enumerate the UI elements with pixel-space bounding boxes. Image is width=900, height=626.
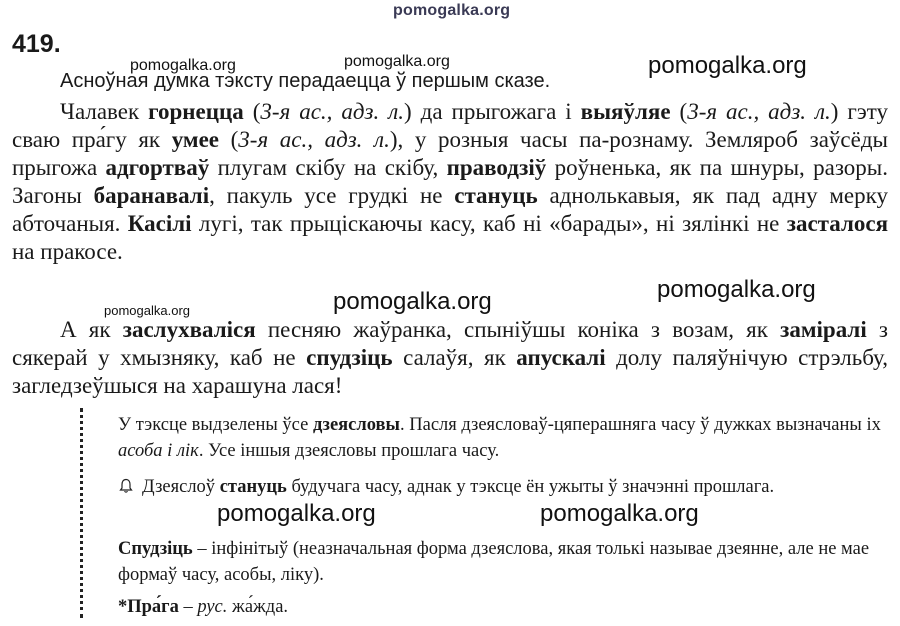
bold-word: заслухваліся [122, 317, 256, 342]
italic-note: рус. [197, 597, 228, 617]
text-run: плугам скібу на скібу, [209, 155, 447, 180]
text-run: будучага часу, аднак у тэксце ён ужыты ў значэнні прошлага. [286, 477, 775, 497]
note-4-text [118, 597, 288, 617]
italic-note: 3-я ас., адз. л. [238, 127, 390, 152]
text-run: – [178, 597, 198, 617]
bold-word: адгортваў [105, 155, 210, 180]
note-3-text [118, 539, 869, 585]
bold-word: умее [171, 127, 219, 152]
text-run: ) гэту сваю пра́гу як [12, 99, 888, 152]
text-run: . Пасля дзеясловаў-цяперашняга часу ў дужках вызначаны іх [400, 415, 881, 435]
text-run: У тэксце выдзелены ўсе [118, 415, 313, 435]
bold-word: *Пра́га [118, 597, 179, 617]
note-divider [80, 408, 83, 618]
bold-word: баранавалі [93, 183, 210, 208]
bold-word: Спудзіць [118, 539, 193, 559]
text-run: долу паляўнічую стрэльбу, загледзеўшыся на харашуна лася! [12, 345, 888, 398]
italic-note: 3-я ас., адз. л. [260, 99, 405, 124]
text-run: Дзеяслоў [142, 477, 220, 497]
watermark: pomogalka.org [333, 288, 492, 315]
text-run: , пакуль усе грудкі не [209, 183, 455, 208]
text-run: роўненька, як па шнуры, разоры. Загоны [12, 155, 888, 208]
paragraph-2-text [12, 317, 888, 398]
text-run: ( [219, 127, 239, 152]
text-run: . Усе іншыя дзеясловы прошлага часу. [198, 441, 500, 461]
text-run: аднолькавыя, як пад адну мерку абточаныя. [12, 183, 888, 236]
italic-note: асоба і лік [118, 441, 199, 461]
note-3 [118, 536, 888, 588]
watermark: pomogalka.org [130, 57, 236, 74]
text-run: жа́жда. [227, 597, 289, 617]
note-1 [118, 412, 888, 464]
text-run: ( [670, 99, 688, 124]
bold-word: горнецца [148, 99, 244, 124]
bold-word: Касілі [127, 211, 192, 236]
watermark: pomogalka.org [104, 303, 190, 318]
watermark: pomogalka.org [344, 53, 450, 70]
bold-word: стануць [454, 183, 538, 208]
watermark: pomogalka.org [217, 500, 376, 527]
note-1-text [118, 415, 881, 461]
bold-word: засталося [786, 211, 889, 236]
bold-word: дзеясловы [312, 415, 400, 435]
bold-word: стануць [219, 477, 287, 497]
italic-note: 3-я ас., адз. л. [687, 99, 831, 124]
exercise-number: 419. [12, 30, 61, 58]
note-4 [118, 594, 888, 620]
watermark: pomogalka.org [540, 500, 699, 527]
text-run: лугі, так прыцiскаючы касу, каб ні «барады», ні зялінкі не [191, 211, 787, 236]
bell-icon [118, 478, 134, 494]
exercise-intro: Асноўная думка тэксту перадаецца ў першым сказе. [60, 70, 551, 92]
bold-word: апускалі [516, 345, 606, 370]
text-run: на пракосе. [12, 239, 123, 264]
watermark: pomogalka.org [657, 276, 816, 303]
text-run: – інфінітыў (неазначальная форма дзеяслова, якая толькі называе дзеянне, але не мае формаў часу, асобы, ліку). [118, 539, 870, 585]
text-run: ( [243, 99, 261, 124]
bold-word: заміралі [780, 317, 867, 342]
note-2-text [142, 477, 774, 497]
note-2 [118, 474, 888, 500]
bold-word: спудзіць [306, 345, 393, 370]
paragraph-2 [12, 316, 888, 400]
text-run: ) да прыгожага і [404, 99, 581, 124]
watermark-top: pomogalka.org [393, 2, 511, 19]
paragraph-1 [12, 98, 888, 266]
watermark: pomogalka.org [648, 52, 807, 79]
bold-word: праводзіў [446, 155, 547, 180]
text-run: А як [60, 317, 123, 342]
text-run: з сякерай у хмызняку, каб не [12, 317, 888, 370]
text-run: Чалавек [60, 99, 149, 124]
paragraph-1-text [12, 99, 888, 264]
text-run: песняю жаўранка, спыніўшы коніка з возам, як [255, 317, 781, 342]
text-run: ), у розныя часы па-рознаму. Земляроб заўсёды прыгожа [12, 127, 888, 180]
bold-word: выяўляе [580, 99, 671, 124]
text-run: салаўя, як [392, 345, 517, 370]
